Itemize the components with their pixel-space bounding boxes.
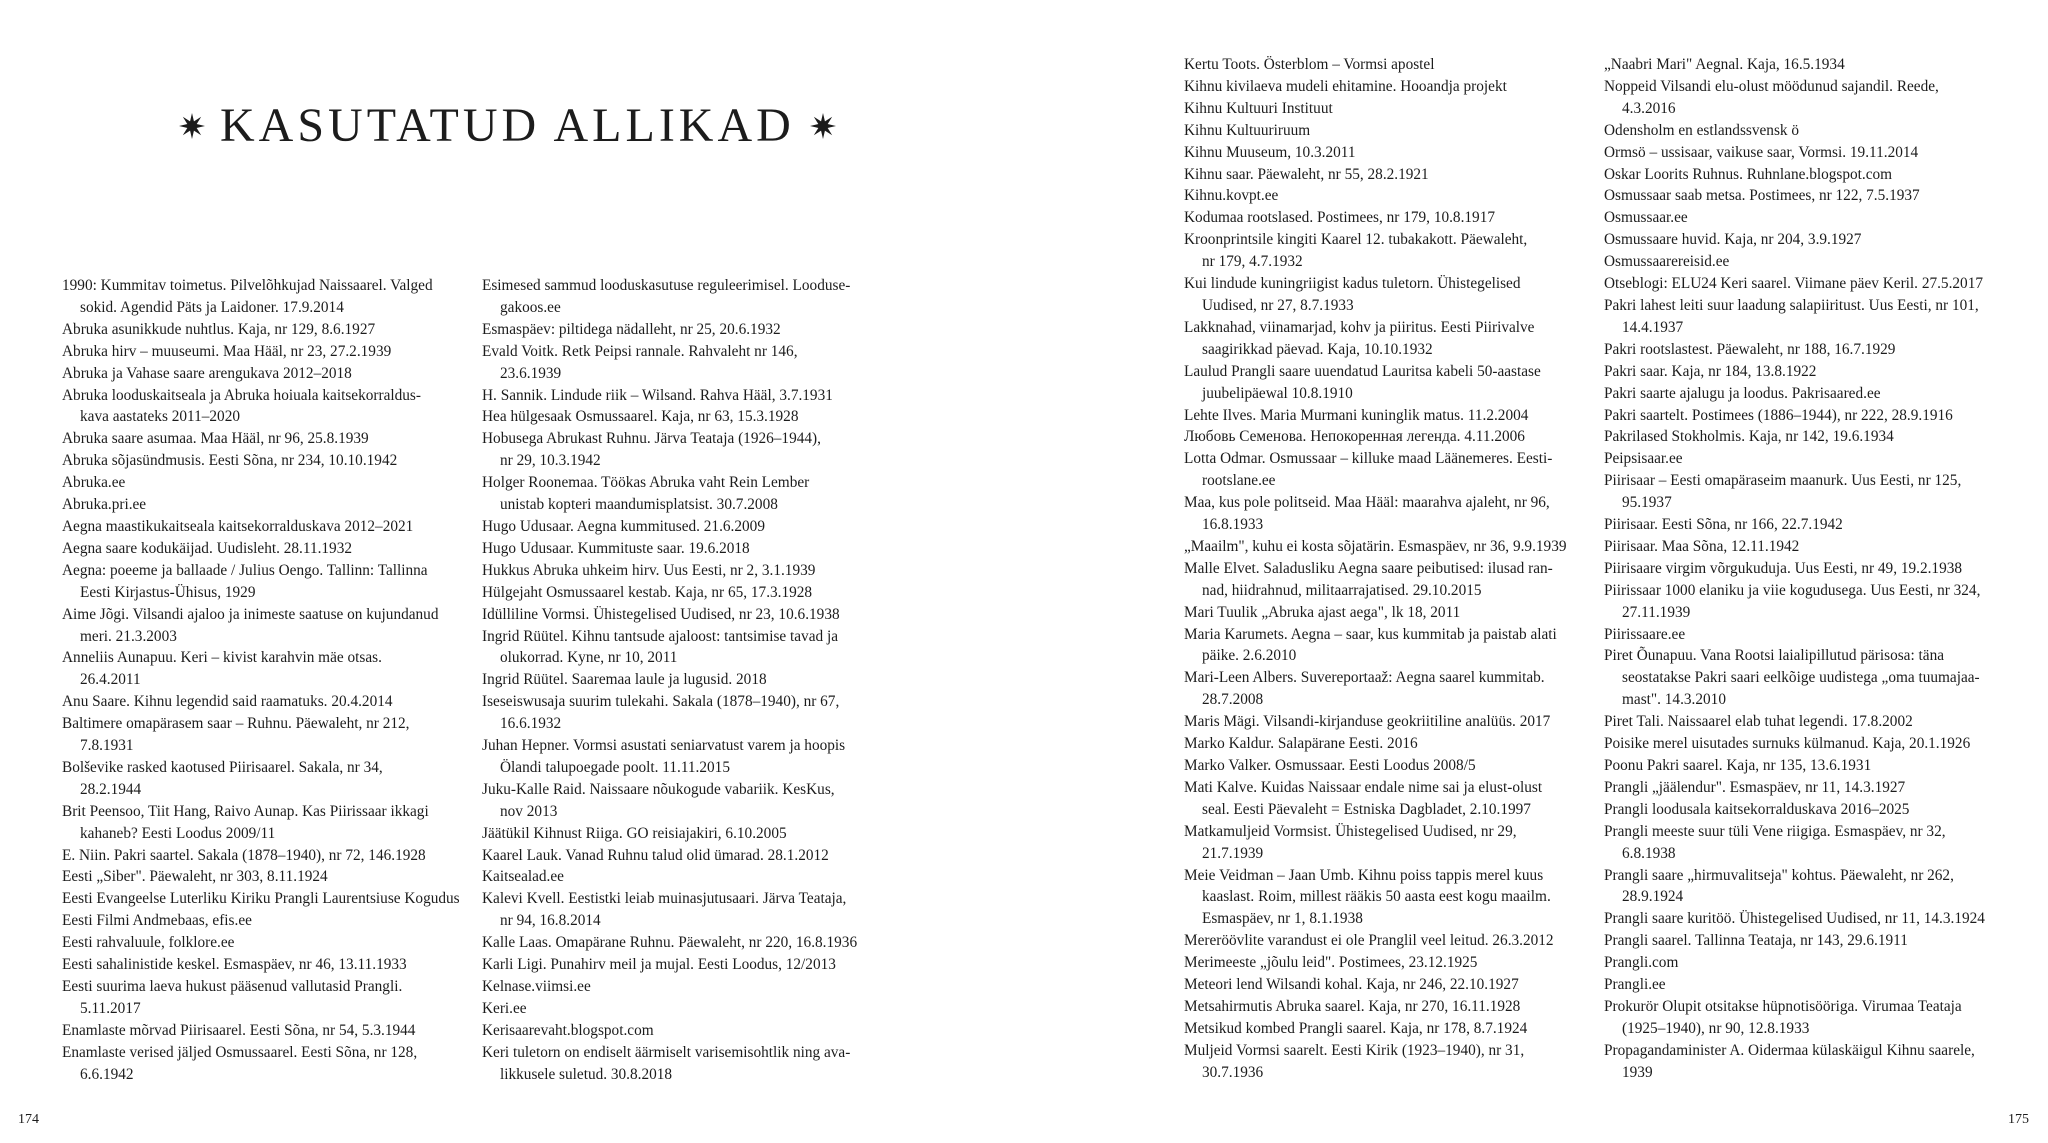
source-entry: Maa, kus pole politseid. Maa Hääl: maarahva ajaleht, nr 96, 16.8.1933 <box>1184 494 1550 534</box>
source-entry: „Maailm", kuhu ei kosta sõjatärin. Esmaspäev, nr 36, 9.9.1939 <box>1184 537 1567 555</box>
source-entry: Esmaspäev: piltidega nädalleht, nr 25, 20.6.1932 <box>482 320 781 338</box>
source-entry: Hülgejaht Osmussaarel kestab. Kaja, nr 65, 17.3.1928 <box>482 583 813 601</box>
source-entry: Pakrilased Stokholmis. Kaja, nr 142, 19.6.1934 <box>1604 428 1894 446</box>
source-entry: Prangli „jäälendur". Esmaspäev, nr 11, 14.3.1927 <box>1604 778 1906 796</box>
page-number-left: 174 <box>18 1112 39 1127</box>
source-entry: Otseblogi: ELU24 Keri saarel. Viimane päev Keril. 27.5.2017 <box>1604 275 1984 293</box>
source-entry: Muljeid Vormsi saarelt. Eesti Kirik (1923–1940), nr 31, 30.7.1936 <box>1184 1041 1525 1081</box>
source-entry: Brit Peensoo, Tiit Hang, Raivo Aunap. Kas Piirissaar ikkagi kahaneb? Eesti Loodus 2009/11 <box>62 802 429 842</box>
source-entry: Kalevi Kvell. Eestistki leiab muinasjutusaari. Järva Teataja, nr 94, 16.8.2014 <box>482 890 847 930</box>
source-entry: Ormsö – ussisaar, vaikuse saar, Vormsi. 19.11.2014 <box>1604 143 1919 161</box>
source-entry: Osmussaarereisid.ee <box>1604 253 1730 271</box>
source-column-3 <box>1184 54 1584 1084</box>
source-entry: Juku-Kalle Raid. Naissaare nõukogude vabariik. KesKus, nov 2013 <box>482 780 835 820</box>
source-column-1 <box>62 275 462 1086</box>
source-entry: Hugo Udusaar. Kummituste saar. 19.6.2018 <box>482 539 750 557</box>
source-entry: Merimeeste „jõulu leid". Postimees, 23.12.1925 <box>1184 954 1478 972</box>
source-entry: Piret Õunapuu. Vana Rootsi laialipillutud pärisosa: täna seostatakse Pakri saari eelkõige uudistega „oma tuumajaa- mast". 14.3.2010 <box>1604 647 1980 709</box>
source-entry: Mereröövlite varandust ei ole Pranglil veel leitud. 26.3.2012 <box>1184 932 1554 950</box>
source-entry: Lakknahad, viinamarjad, kohv ja piiritus. Eesti Piirivalve saagirikkad päevad. Kaja, 10.10.1932 <box>1184 318 1535 358</box>
page-number-right: 175 <box>2008 1112 2029 1127</box>
source-entry: Idülliline Vormsi. Ühistegelised Uudised, nr 23, 10.6.1938 <box>482 605 840 623</box>
source-entry: Hukkus Abruka uhkeim hirv. Uus Eesti, nr 2, 3.1.1939 <box>482 561 816 579</box>
source-entry: Laulud Prangli saare uuendatud Lauritsa kabeli 50-aastase juubelipäewal 10.8.1910 <box>1184 362 1541 402</box>
source-entry: Evald Voitk. Retk Peipsi rannale. Rahvaleht nr 146, 23.6.1939 <box>482 342 798 382</box>
source-entry: Abruka looduskaitseala ja Abruka hoiuala kaitsekorraldus- kava aastateks 2011–2020 <box>62 386 421 426</box>
source-entry: Любовь Семенова. Непокоренная легенда. 4.11.2006 <box>1184 428 1525 446</box>
source-entry: Kertu Toots. Österblom – Vormsi apostel <box>1184 56 1435 73</box>
title-text: KASUTATUD ALLIKAD <box>220 99 795 152</box>
source-entry: Poisike merel uisutades surnuks külmanud. Kaja, 20.1.1926 <box>1604 735 1971 753</box>
source-entry: Abruka.pri.ee <box>62 496 147 514</box>
source-entry: Kelnase.viimsi.ee <box>482 978 591 995</box>
source-entry: Noppeid Vilsandi elu-olust möödunud sajandil. Reede, 4.3.2016 <box>1604 77 1939 117</box>
source-entry: Iseseiswusaja suurim tulekahi. Sakala (1878–1940), nr 67, 16.6.1932 <box>482 693 840 733</box>
source-entry: Prangli loodusala kaitsekorralduskava 2016–2025 <box>1604 800 1910 818</box>
source-entry: „Naabri Mari" Aegnal. Kaja, 16.5.1934 <box>1604 56 1845 73</box>
source-entry: Kaarel Lauk. Vanad Ruhnu talud olid ümarad. 28.1.2012 <box>482 846 829 864</box>
source-entry: Prangli saare kuritöö. Ühistegelised Uudised, nr 11, 14.3.1924 <box>1604 910 1985 928</box>
source-entry: Holger Roonemaa. Töökas Abruka vaht Rein Lember unistab kopteri maandumisplatsist. 30.7.2008 <box>482 474 810 514</box>
source-entry: H. Sannik. Lindude riik – Wilsand. Rahva Hääl, 3.7.1931 <box>482 386 833 404</box>
source-entry: Lotta Odmar. Osmussaar – killuke maad Läänemeres. Eesti- rootslane.ee <box>1184 450 1553 490</box>
source-entry: Kerisaarevaht.blogspot.com <box>482 1021 654 1039</box>
source-entry: Marko Kaldur. Salapärane Eesti. 2016 <box>1184 735 1418 753</box>
source-entry: Abruka hirv – muuseumi. Maa Hääl, nr 23, 27.2.1939 <box>62 342 392 360</box>
source-entry: Peipsisaar.ee <box>1604 450 1683 468</box>
source-entry: Prangli saarel. Tallinna Teataja, nr 143, 29.6.1911 <box>1604 932 1908 950</box>
source-entry: Mari-Leen Albers. Suvereportaaž: Aegna saarel kummitab. 28.7.2008 <box>1184 669 1545 709</box>
source-entry: Kalle Laas. Omapärane Ruhnu. Päewaleht, nr 220, 16.8.1936 <box>482 934 858 952</box>
source-entry: Piirissaare.ee <box>1604 625 1686 643</box>
source-entry: 1990: Kummitav toimetus. Pilvelõhkujad Naissaarel. Valged sokid. Agendid Päts ja Laidoner. 17.9.2014 <box>62 277 433 316</box>
source-entry: Aegna: poeeme ja ballaade / Julius Oengo. Tallinn: Tallinna Eesti Kirjastus-Ühisus, 1929 <box>62 561 428 601</box>
page-title <box>178 98 837 154</box>
source-entry: Abruka asunikkude nuhtlus. Kaja, nr 129, 8.6.1927 <box>62 320 376 338</box>
source-entry: Eesti suurima laeva hukust pääsenud vallutasid Prangli. 5.11.2017 <box>62 978 403 1017</box>
source-entry: Abruka saare asumaa. Maa Hääl, nr 96, 25.8.1939 <box>62 430 369 448</box>
source-entry: Pakri saarte ajalugu ja loodus. Pakrisaared.ee <box>1604 384 1881 402</box>
source-entry: Enamlaste mõrvad Piirisaarel. Eesti Sõna, nr 54, 5.3.1944 <box>62 1021 416 1039</box>
source-entry: Kihnu Kultuuriruum <box>1184 121 1311 139</box>
source-entry: Osmussaare huvid. Kaja, nr 204, 3.9.1927 <box>1604 231 1862 249</box>
source-entry: Kodumaa rootslased. Postimees, nr 179, 10.8.1917 <box>1184 209 1496 227</box>
source-entry: Metsikud kombed Prangli saarel. Kaja, nr 178, 8.7.1924 <box>1184 1019 1528 1037</box>
source-entry: Mari Tuulik „Abruka ajast aega", lk 18, 2011 <box>1184 603 1461 621</box>
source-entry: Ingrid Rüütel. Saaremaa laule ja lugusid. 2018 <box>482 671 767 689</box>
source-entry: Pakri saar. Kaja, nr 184, 13.8.1922 <box>1604 362 1817 380</box>
source-entry: Prangli.com <box>1604 954 1679 972</box>
source-entry: Kihnu saar. Päewaleht, nr 55, 28.2.1921 <box>1184 165 1429 183</box>
source-entry: Meteori lend Wilsandi kohal. Kaja, nr 246, 22.10.1927 <box>1184 976 1519 994</box>
source-entry: E. Niin. Pakri saartel. Sakala (1878–1940), nr 72, 146.1928 <box>62 846 426 864</box>
source-entry: Piirisaare virgim võrgukuduja. Uus Eesti, nr 49, 19.2.1938 <box>1604 559 1963 577</box>
source-entry: Kroonprintsile kingiti Kaarel 12. tubakakott. Päewaleht, nr 179, 4.7.1932 <box>1184 231 1528 271</box>
source-entry: Enamlaste verised jäljed Osmussaarel. Eesti Sõna, nr 128, 6.6.1942 <box>62 1043 418 1083</box>
source-entry: Osmussaar saab metsa. Postimees, nr 122, 7.5.1937 <box>1604 187 1920 205</box>
source-entry: Piret Tali. Naissaarel elab tuhat legendi. 17.8.2002 <box>1604 713 1913 731</box>
source-entry: Eesti Evangeelse Luterliku Kiriku Prangli Laurentsiuse Kogudus <box>62 890 460 908</box>
source-entry: Piirisaar. Eesti Sõna, nr 166, 22.7.1942 <box>1604 516 1843 534</box>
source-entry: Aegna saare kodukäijad. Uudisleht. 28.11.1932 <box>62 539 353 557</box>
source-entry: Juhan Hepner. Vormsi asustati seniarvatust varem ja hoopis Ölandi talupoegade poolt. 11.11.2015 <box>482 737 846 776</box>
source-entry: Mati Kalve. Kuidas Naissaar endale nime sai ja elust-olust seal. Eesti Päevaleht = Estniska Dagbladet, 2.10.1997 <box>1184 778 1543 818</box>
source-entry: Piirissaar 1000 elaniku ja viie kogudusega. Uus Eesti, nr 324, 27.11.1939 <box>1604 581 1981 621</box>
source-entry: Eesti rahvaluule, folklore.ee <box>62 934 235 952</box>
source-entry: Kui lindude kuningriigist kadus tuletorn. Ühistegelised Uudised, nr 27, 8.7.1933 <box>1184 275 1521 314</box>
source-entry: Marko Valker. Osmussaar. Eesti Loodus 2008/5 <box>1184 757 1476 774</box>
source-entry: Kihnu Kultuuri Instituut <box>1184 99 1333 117</box>
source-entry: Prangli saare „hirmuvalitseja" kohtus. Päewaleht, nr 262, 28.9.1924 <box>1604 866 1954 906</box>
source-entry: Kaitsealad.ee <box>482 868 564 886</box>
source-entry: Meie Veidman – Jaan Umb. Kihnu poiss tappis merel kuus kaaslast. Roim, millest rääkis 50 aasta eest kogu maailm. Esmaspäev, nr 1, 8.1.1938 <box>1184 866 1551 928</box>
source-entry: Maria Karumets. Aegna – saar, kus kummitab ja paistab alati päike. 2.6.2010 <box>1184 625 1557 665</box>
source-entry: Metsahirmutis Abruka saarel. Kaja, nr 270, 16.11.1928 <box>1184 997 1521 1015</box>
source-entry: Pakri saartelt. Postimees (1886–1944), nr 222, 28.9.1916 <box>1604 406 1953 424</box>
source-entry: Eesti sahalinistide keskel. Esmaspäev, nr 46, 13.11.1933 <box>62 956 407 974</box>
source-entry: Matkamuljeid Vormsist. Ühistegelised Uudised, nr 29, 21.7.1939 <box>1184 822 1517 862</box>
source-entry: Hea hülgesaak Osmussaarel. Kaja, nr 63, 15.3.1928 <box>482 408 799 426</box>
asterisk-star-icon <box>178 112 206 140</box>
source-entry: Kihnu Muuseum, 10.3.2011 <box>1184 143 1356 161</box>
source-entry: Osmussaar.ee <box>1604 209 1688 227</box>
source-entry: Karli Ligi. Punahirv meil ja mujal. Eesti Loodus, 12/2013 <box>482 956 836 974</box>
source-entry: Bolševike rasked kaotused Piirisaarel. Sakala, nr 34, 28.2.1944 <box>62 758 383 798</box>
asterisk-star-icon <box>809 112 837 140</box>
source-column-2 <box>482 275 882 1086</box>
source-entry: Odensholm en estlandssvensk ö <box>1604 121 1800 139</box>
source-entry: Pakri lahest leiti suur laadung salapiiritust. Uus Eesti, nr 101, 14.4.1937 <box>1604 296 1979 336</box>
source-entry: Keri.ee <box>482 999 527 1017</box>
source-entry: Abruka ja Vahase saare arengukava 2012–2018 <box>62 364 352 382</box>
source-entry: Baltimere omapärasem saar – Ruhnu. Päewaleht, nr 212, 7.8.1931 <box>62 715 410 755</box>
source-entry: Pakri rootslastest. Päewaleht, nr 188, 16.7.1929 <box>1604 340 1896 358</box>
source-entry: Anu Saare. Kihnu legendid said raamatuks. 20.4.2014 <box>62 693 393 711</box>
source-entry: Poonu Pakri saarel. Kaja, nr 135, 13.6.1931 <box>1604 757 1872 774</box>
source-entry: Anneliis Aunapuu. Keri – kivist karahvin mäe otsas. 26.4.2011 <box>62 649 382 689</box>
source-entry: Jäätükil Kihnust Riiga. GO reisiajakiri, 6.10.2005 <box>482 824 787 842</box>
source-entry: Maris Mägi. Vilsandi-kirjanduse geokriitiline analüüs. 2017 <box>1184 713 1551 731</box>
source-entry: Abruka sõjasündmusis. Eesti Sõna, nr 234, 10.10.1942 <box>62 452 398 470</box>
source-entry: Aegna maastikukaitseala kaitsekorralduskava 2012–2021 <box>62 517 414 535</box>
source-entry: Abruka.ee <box>62 474 126 492</box>
source-column-4 <box>1604 54 2004 1084</box>
source-entry: Kihnu.kovpt.ee <box>1184 187 1279 205</box>
source-entry: Prangli.ee <box>1604 976 1666 994</box>
source-entry: Esimesed sammud looduskasutuse reguleerimisel. Looduse- gakoos.ee <box>482 277 851 316</box>
source-entry: Hobusega Abrukast Ruhnu. Järva Teataja (1926–1944), nr 29, 10.3.1942 <box>482 430 821 470</box>
source-entry: Eesti „Siber". Päewaleht, nr 303, 8.11.1924 <box>62 868 328 886</box>
source-entry: Ingrid Rüütel. Kihnu tantsude ajaloost: tantsimise tavad ja olukorrad. Kyne, nr 10, 2011 <box>482 627 839 667</box>
source-entry: Oskar Loorits Ruhnus. Ruhnlane.blogspot.com <box>1604 165 1893 183</box>
source-entry: Piirisaar – Eesti omapäraseim maanurk. Uus Eesti, nr 125, 95.1937 <box>1604 472 1962 512</box>
source-entry: Keri tuletorn on endiselt äärmiselt varisemisohtlik ning ava- likkusele suletud. 30.8.2018 <box>482 1043 851 1083</box>
source-entry: Prokurör Olupit otsitakse hüpnotisööriga. Virumaa Teataja (1925–1940), nr 90, 12.8.1933 <box>1604 997 1962 1037</box>
source-entry: Hugo Udusaar. Aegna kummitused. 21.6.2009 <box>482 517 765 535</box>
source-entry: Prangli meeste suur tüli Vene riigiga. Esmaspäev, nr 32, 6.8.1938 <box>1604 822 1946 862</box>
source-entry: Aime Jõgi. Vilsandi ajaloo ja inimeste saatuse on kujundanud meri. 21.3.2003 <box>62 605 439 645</box>
source-entry: Malle Elvet. Saladusliku Aegna saare peibutised: ilusad ran- nad, hiidrahnud, militaarrajatised. 29.10.2015 <box>1184 559 1553 599</box>
source-entry: Piirisaar. Maa Sõna, 12.11.1942 <box>1604 537 1800 555</box>
source-entry: Kihnu kivilaeva mudeli ehitamine. Hooandja projekt <box>1184 77 1507 95</box>
source-entry: Lehte Ilves. Maria Murmani kuninglik matus. 11.2.2004 <box>1184 406 1529 424</box>
source-entry: Propagandaminister A. Oidermaa külaskäigul Kihnu saarele, 1939 <box>1604 1041 1975 1081</box>
source-entry: Eesti Filmi Andmebaas, efis.ee <box>62 912 252 930</box>
